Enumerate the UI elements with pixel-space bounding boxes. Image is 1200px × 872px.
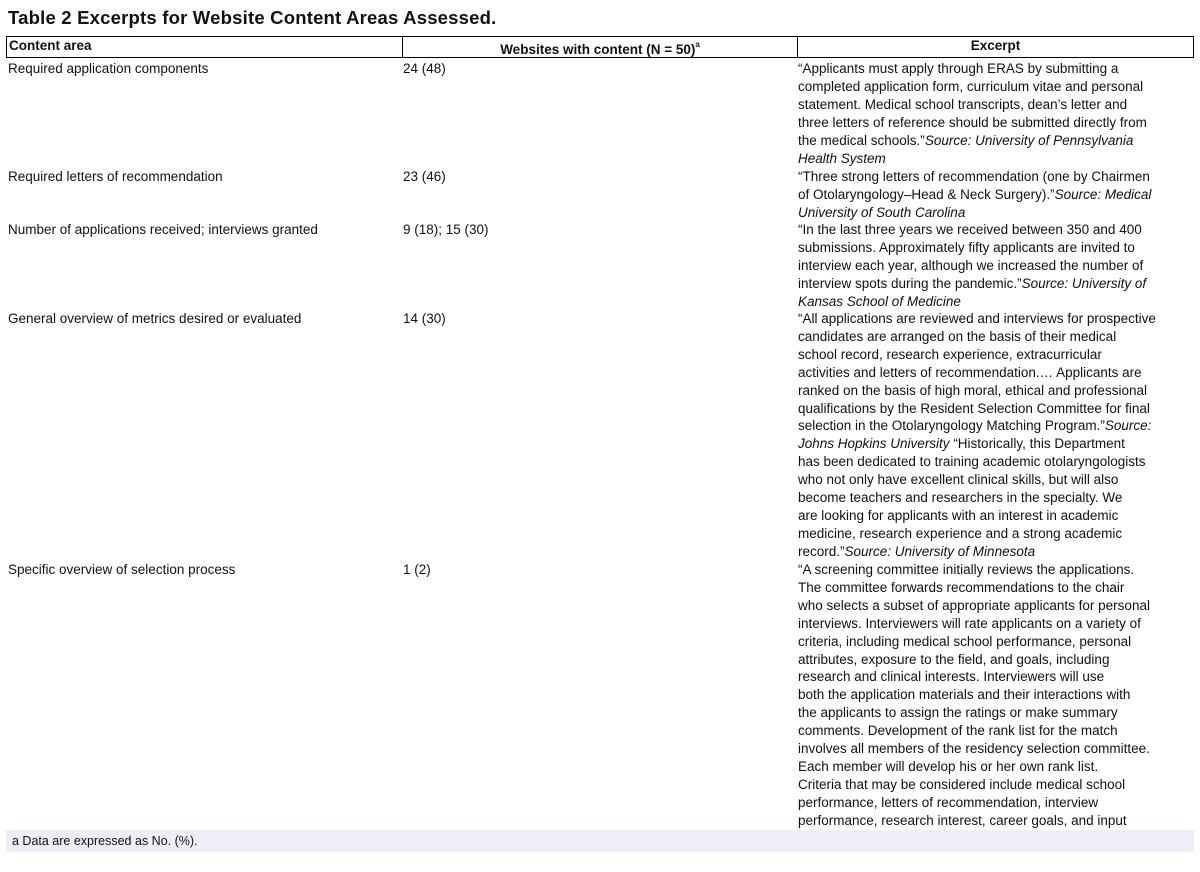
excerpt-line: “Applicants must apply through ERAS by submitting a bbox=[798, 61, 1119, 76]
footnote-text: a Data are expressed as No. (%). bbox=[12, 834, 198, 848]
excerpt-line: The committee forwards recommendations to the chair bbox=[798, 579, 1125, 595]
excerpt-line bbox=[798, 435, 1198, 453]
excerpt-cell bbox=[798, 310, 1198, 561]
header-excerpt-label: Excerpt bbox=[970, 38, 1021, 53]
excerpt-source: Source: University of Minnesota bbox=[844, 543, 1036, 559]
count-cell: 23 (46) bbox=[403, 169, 446, 184]
excerpt-source: University of South Carolina bbox=[798, 204, 966, 220]
excerpt-line: both the application materials and their interactions with bbox=[798, 687, 1131, 703]
excerpt-source: Health System bbox=[798, 150, 886, 166]
excerpt-source: Johns Hopkins University bbox=[798, 436, 950, 452]
content-area-cell: Specific overview of selection process bbox=[8, 562, 236, 577]
excerpt-line bbox=[798, 186, 1198, 204]
table-footnote bbox=[6, 830, 1194, 852]
excerpt-text: of Otolaryngology–Head & Neck Surgery).” bbox=[798, 186, 1055, 202]
table-title: Table 2 Excerpts for Website Content Areas Assessed. bbox=[8, 7, 497, 28]
excerpt-text: “Historically, this Department bbox=[949, 436, 1125, 452]
excerpt-line: three letters of reference should be submitted directly from bbox=[798, 114, 1147, 130]
table-header bbox=[6, 36, 1194, 58]
excerpt-line: candidates are arranged on the basis of their medical bbox=[798, 328, 1117, 344]
excerpt-line: interview each year, although we increased the number of bbox=[798, 257, 1144, 273]
header-websites-label bbox=[403, 42, 797, 57]
excerpt-cell bbox=[798, 561, 1198, 830]
excerpt-line bbox=[798, 275, 1198, 293]
excerpt-line: “Three strong letters of recommendation (one by Chairmen bbox=[798, 169, 1150, 184]
excerpt-line: submissions. Approximately fifty applicants are invited to bbox=[798, 239, 1135, 255]
excerpt-line: activities and letters of recommendation.… Applicants are bbox=[798, 364, 1142, 380]
excerpt-text: selection in the Otolaryngology Matching Program.” bbox=[798, 418, 1105, 434]
excerpt-source: Source: Medical bbox=[1054, 186, 1152, 202]
excerpt-line bbox=[798, 132, 1198, 150]
excerpt-line: Criteria that may be considered include medical school bbox=[798, 776, 1126, 792]
excerpt-source: Source: bbox=[1104, 418, 1152, 434]
content-area-cell: General overview of metrics desired or evaluated bbox=[8, 311, 302, 326]
header-excerpt bbox=[798, 37, 1193, 57]
excerpt-line: attributes, exposure to the field, and goals, including bbox=[798, 651, 1110, 667]
excerpt-line: ranked on the basis of high moral, ethical and professional bbox=[798, 382, 1147, 398]
header-content-area-label: Content area bbox=[9, 38, 92, 53]
header-websites bbox=[403, 37, 798, 57]
excerpt-line: become teachers and researchers in the specialty. We bbox=[798, 490, 1123, 506]
excerpt-line: performance, letters of recommendation, interview bbox=[798, 794, 1099, 810]
excerpt-line: who not only have excellent clinical skills, but will also bbox=[798, 472, 1119, 488]
content-area-cell: Number of applications received; interviews granted bbox=[8, 222, 318, 237]
excerpt-cell bbox=[798, 168, 1198, 222]
excerpt-line: “All applications are reviewed and interviews for prospective bbox=[798, 311, 1156, 326]
excerpt-line: “In the last three years we received between 350 and 400 bbox=[798, 222, 1142, 237]
excerpt-cell bbox=[798, 60, 1198, 167]
count-cell: 14 (30) bbox=[403, 311, 446, 326]
excerpt-line: Each member will develop his or her own rank list. bbox=[798, 758, 1099, 774]
excerpt-line: interviews. Interviewers will rate applicants on a variety of bbox=[798, 615, 1141, 631]
excerpt-line: are looking for applicants with an interest in academic bbox=[798, 507, 1119, 523]
excerpt-line: statement. Medical school transcripts, dean’s letter and bbox=[798, 96, 1128, 112]
excerpt-source: Source: University of bbox=[1021, 275, 1147, 291]
excerpt-line: comments. Development of the rank list for the match bbox=[798, 723, 1118, 739]
excerpt-line: medicine, research experience and a strong academic bbox=[798, 525, 1123, 541]
count-cell: 9 (18); 15 (30) bbox=[403, 222, 489, 237]
excerpt-line: has been dedicated to training academic otolaryngologists bbox=[798, 454, 1146, 470]
excerpt-source: Source: University of Pennsylvania bbox=[924, 132, 1134, 148]
excerpt-text: record.” bbox=[798, 543, 845, 559]
excerpt-line: who selects a subset of appropriate applicants for personal bbox=[798, 597, 1150, 613]
header-websites-text: Websites with content (N = 50) bbox=[500, 42, 696, 57]
count-cell: 1 (2) bbox=[403, 562, 431, 577]
excerpt-line bbox=[798, 417, 1198, 435]
excerpt-line: completed application form, curriculum vitae and personal bbox=[798, 78, 1144, 94]
header-content-area bbox=[7, 37, 403, 57]
content-area-cell: Required application components bbox=[8, 61, 209, 76]
header-websites-footnote-marker: a bbox=[695, 40, 700, 49]
count-cell: 24 (48) bbox=[403, 61, 446, 76]
excerpt-source: Kansas School of Medicine bbox=[798, 293, 961, 309]
excerpt-line: “A screening committee initially reviews the applications. bbox=[798, 562, 1135, 577]
excerpt-line: qualifications by the Resident Selection Committee for final bbox=[798, 400, 1150, 416]
excerpt-line: performance, research interest, career goals, and input bbox=[798, 812, 1127, 828]
excerpt-text: interview spots during the pandemic.” bbox=[798, 275, 1022, 291]
excerpt-line bbox=[798, 543, 1198, 561]
excerpt-line: involves all members of the residency selection committee. bbox=[798, 741, 1150, 757]
excerpt-line: the applicants to assign the ratings or make summary bbox=[798, 705, 1118, 721]
excerpt-line: criteria, including medical school performance, personal bbox=[798, 633, 1132, 649]
excerpt-text: the medical schools.” bbox=[798, 132, 925, 148]
excerpt-line: research and clinical interests. Interviewers will use bbox=[798, 669, 1105, 685]
content-area-cell: Required letters of recommendation bbox=[8, 169, 223, 184]
excerpt-cell bbox=[798, 221, 1198, 311]
excerpt-line: school record, research experience, extracurricular bbox=[798, 346, 1102, 362]
